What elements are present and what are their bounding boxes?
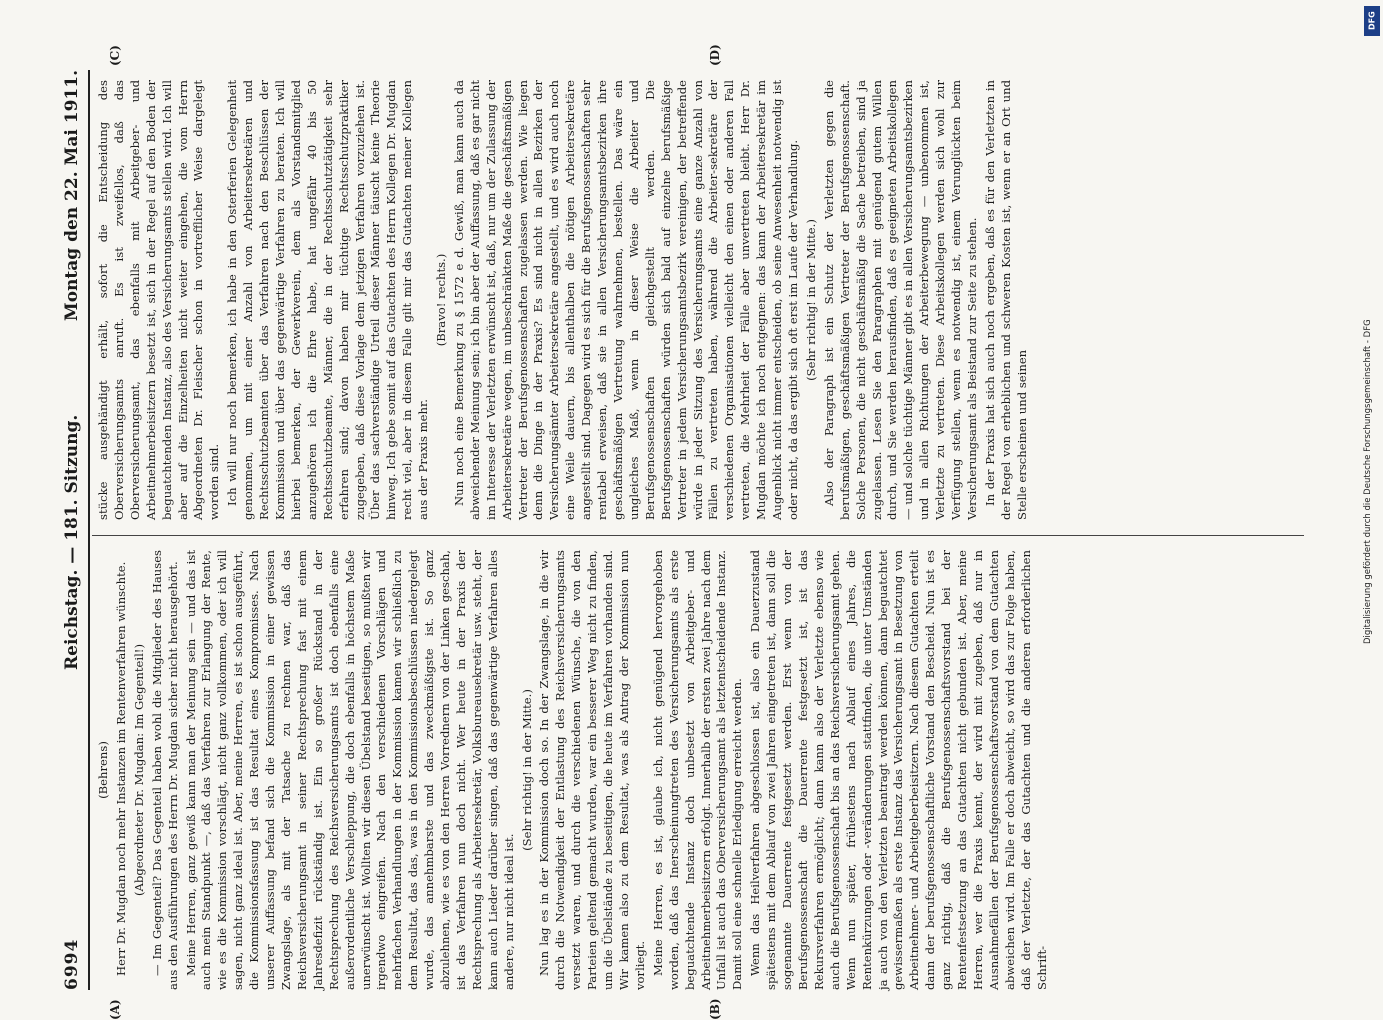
right-column — [96, 80, 1308, 520]
speaker-name: (Behrens) — [96, 550, 112, 990]
column-divider — [92, 535, 1304, 536]
rotated-page — [58, 70, 1308, 990]
margin-marker-d: (D) — [708, 44, 722, 66]
paragraph: Nun noch eine Bemerkung zu § 1572 e d. Gewiß, man kann auch da abweichender Meinung sein; ich bin aber der Auffassung, daß es gar nicht im Interesse der Verletzten erwünscht ist, daß, nur um der Zulassung der Arbeitersekretäre wegen, im unbeschränkten Maße die geschäftsmäßigen Vertreter der Berufsgenossenschaften zugelassen werden. Wie liegen denn die Dinge in der Praxis? Es sind nicht in allen Bezirken der Versicherungsämter Arbeitersekretäre angestellt, und es wird auch noch eine Weile dauern, bis allenthalben die nötigen Arbeitersekretäre angestellt sind. Dagegen wird es sich für die Berufsgenossenschaften sehr rentabel erweisen, daß sie in allen Versicherungsamtsbezirken ihre geschäftsmäßigen Vertretung wahrnehmen, bestellen. Das wäre ein ungleiches Maß, wenn in dieser Weise die Arbeiter und Berufsgenossenschaften gleichgestellt werden. Die Berufsgenossenschaften würden sich bald auf einzelne berufsmäßige Vertreter in jedem Versicherungsamtsbezirk vereinigen, der betreffende würde in jeder Sitzung des Versicherungsamts eine ganze Anzahl von Fällen zu vertreten haben, während die Arbeiter-sekretäre der verschiedenen Organisationen vielleicht den einen oder anderen Fall vertreten, die Mehrheit der Fälle aber unvertreten bleibt. Herr Dr. Mugdan möchte ich noch entgegnen: das kann der Arbeitersekretär im Augenblick nicht immer entscheiden, ob seine Anwesenheit notwendig ist oder nicht, da das ergibt sich oft erst im Laufe der Verhandlung. — [452, 80, 802, 520]
interjection: (Abgeordneter Dr. Mugdan: Im Gegenteil!) — [132, 550, 148, 990]
interjection: (Sehr richtig! in der Mitte.) — [520, 550, 536, 990]
paragraph: Ich will nur noch bemerken, ich habe in den Osterferien Gelegenheit genommen, um mit einer Anzahl von Arbeitersekretären und Rechtsschutzbeamten über das Verfahren nach den Beschlüssen der Kommission und über das gegenwärtige Verfahren zu beraten. Ich will hierbei bemerken, der Gewerkverein, dem als Vorstandsmitglied anzugehören ich die Ehre habe, hat ungefähr 40 bis 50 Rechtsschutzbeamte, Männer, die in der Rechtsschutztätigkeit sehr erfahren sind; davon haben mir tüchtige Rechtsschutzpraktiker zugegeben, daß diese Vorlage dem jetzigen Verfahren vorzuziehen ist. Über das sachverständige Urteil dieser Männer täuscht keine Theorie hinweg. Ich gebe somit auf das Gutachten des Herrn Kollegen Dr. Mugdan recht viel, aber in diesem Falle gilt mir das Gutachten meiner Kollegen aus der Praxis mehr. — [225, 80, 432, 520]
page-number: 6994 — [62, 939, 82, 990]
header-rule — [88, 70, 90, 990]
paragraph: In der Praxis hat sich auch noch ergeben, daß es für den Verletzten in der Regel von erheblichen und schweren Kosten ist, wenn er an Ort und Stelle erscheinen und seinen — [983, 80, 1031, 520]
interjection: (Bravo! rechts.) — [434, 80, 450, 520]
paragraph: Meine Herren, ganz gewiß kann man der Meinung sein — und das ist auch mein Standpunkt —, daß das Verfahren zur Erlangung der Rente, wie es die Kommission vorschlägt, nicht ganz vollkommen, oder ich will sagen, nicht ganz ideal ist. Aber, meine Herren, es ist schon ausgeführt, die Kommissionsfassung ist das Resultat eines Kompromisses. Nach unserer Auffassung befand sich die Kommission in einer gewissen Zwangslage, als mit der Tatsache zu rechnen war, daß das Reichsversicherungsamt in seiner Rechtsprechung fast mit einem Jahresdefizit rückständig ist. Ein so großer Rückstand in der Rechtsprechung des Reichsversicherungsamts ist doch ebenfalls eine außerordentliche Verschleppung, die doch ebenfalls in höchstem Maße unerwünscht ist. Wollten wir diesen Übelstand beseitigen, so mußten wir irgendwo eingreifen. Nach den verschiedenen Vorschlägen und mehrfachen Verhandlungen in der Kommission kamen wir schließlich zu dem Resultat, das das, was in den Kommissionsbeschlüssen niedergelegt wurde, das annehmbarste und das zweckmäßigste ist. So ganz abzulehnen, wie es von den Herren Vorrednern von der Linken geschah, ist das Verfahren nun doch nicht. Wer heute in der Praxis der Rechtsprechung als Arbeitersekretär, Volksbureausekretär usw. steht, der kann auch Lieder darüber singen, daß das gegenwärtige Verfahren alles andere, nur nicht ideal ist. — [184, 550, 518, 990]
paragraph: Nun lag es in der Kommission doch so. In der Zwangslage, in die wir durch die Notwendigkeit der Entlastung des Reichsversicherungsamts versetzt waren, und durch die verschiedenen Wünsche, die von den Parteien geltend gemacht wurden, war ein besserer Weg nicht zu finden, um die Übelstände zu beseitigen, die heute im Verfahren vorhanden sind. Wir kamen also zu dem Resultat, was als Antrag der Kommission nun vorliegt. — [537, 550, 648, 990]
digitization-credit: Digitalisierung gefördert durch die Deutsche Forschungsgemeinschaft - DFG — [1363, 44, 1379, 644]
paragraph: stücke ausgehändigt erhält, sofort die Entscheidung des Oberversicherungsamts anruft. Es ist zweifellos, daß das Oberversicherungsamt, das ebenfalls mit Arbeitgeber- und Arbeitnehmerbeisitzern besetzt ist, sich in der Regel auf den Boden der beguatchtenden Instanz, also des Versicherungsamts stellen wird. Ich will aber auf die Einzelheiten nicht weiter eingehen, die vom Herrn Abgeordneten Dr. Fleischer schon in vortrefflicher Weise dargelegt worden sind. — [96, 80, 223, 520]
left-column — [96, 550, 1308, 990]
paragraph: Wenn das Heilverfahren abgeschlossen ist, also ein Dauerzustand spätestens mit dem Ablauf von zwei Jahren eingetreten ist, dann soll die sogenannte Dauerrente festgesetzt werden. Erst wenn von der Berufsgenossenschaft die Dauerrente festgesetzt ist, ist das Rekursverfahren ermöglicht; dann kann also der Verletzte ebenso wie auch die Berufsgenossenschaft bis an das Reichsversicherungsamt gehen. Wenn nun später, frühestens nach Ablauf eines Jahres, die Rentenkürzungen oder -veränderungen stattfinden, die unter Umständen ja auch von den Verletzten beantragt werden können, dann beguatchtet gewissermaßen als erste Instanz das Versicherungsamt in Besetzung von Arbeitnehmer- und Arbeitgeberbeisitzern. Nach diesem Gutachten erteilt dann der berufsgenossenschaftliche Vorstand den Bescheid. Nun ist es ganz richtig, daß die Berufsgenossenschaftsvorstand bei der Rentenfestsetzung an das Gutachten nicht gebunden ist. Aber, meine Herren, wer die Praxis kennt, der wird mit zugeben, daß nur in Ausnahmefällen der Berufsgenossenschaftsvorstand von dem Gutachten abweichen wird. Im Falle er doch abweicht, so wird das zur Folge haben, daß der Verletzte, der das Gutachten und die anderen erforderlichen Schrift- — [748, 550, 1050, 990]
session-date: Montag den 22. Mai 1911. — [62, 70, 82, 321]
running-title: Reichstag. — 181. Sitzung. — [62, 415, 82, 670]
paragraph: Herr Dr. Mugdan noch mehr Instanzen im Rentenverfahren wünschte. — [114, 550, 130, 990]
margin-marker-a: (A) — [108, 999, 122, 1020]
paragraph: Also der Paragraph ist ein Schutz der Verletzten gegen die berufsmäßigen, geschäftsmäßigen Vertreter der Berufsgenossenschaft. Solche Personen, die nicht geschäftsmäßig die Sache betreiben, sind ja zugelassen. Lesen Sie den Paragraphen mit genügend gutem Willen durch, und Sie werden herausfinden, daß es geeigneten Arbeitskollegen — und solche tüchtige Männer gibt es in allen Versicherungsamtsbezirken und in allen Richtungen der Arbeiterbewegung — unbenommen ist, Verletzte zu vertreten. Diese Arbeitskollegen werden sich wohl zur Verfügung stellen, wenn es notwendig ist, einem Verunglückten beim Versicherungsamt als Beistand zur Seite zu stehen. — [822, 80, 981, 520]
paragraph: Meine Herren, es ist, glaube ich, nicht genügend hervorgehoben worden, daß das Inerscheinungtreten des Versicherungsamts als erste beguatchtende Instanz doch unbesetzt von Arbeitgeber- und Arbeitnehmerbeisitzern erfolgt. Innerhalb der ersten zwei Jahre nach dem Unfall ist auch das Oberversicherungsamt als letztentscheidende Instanz. Damit soll eine schnelle Erledigung erreicht werden. — [651, 550, 746, 990]
paragraph: — Im Gegenteil? Das Gegenteil haben wohl die Mitglieder des Hauses aus den Ausführungen des Herrn Dr. Mugdan sicher nicht herausgehört. — [150, 550, 182, 990]
margin-marker-b: (B) — [708, 999, 722, 1020]
dfg-logo: DFG — [1364, 6, 1380, 36]
interjection: (Sehr richtig! in der Mitte.) — [804, 80, 820, 520]
margin-marker-c: (C) — [108, 45, 122, 66]
page-header — [58, 70, 88, 990]
